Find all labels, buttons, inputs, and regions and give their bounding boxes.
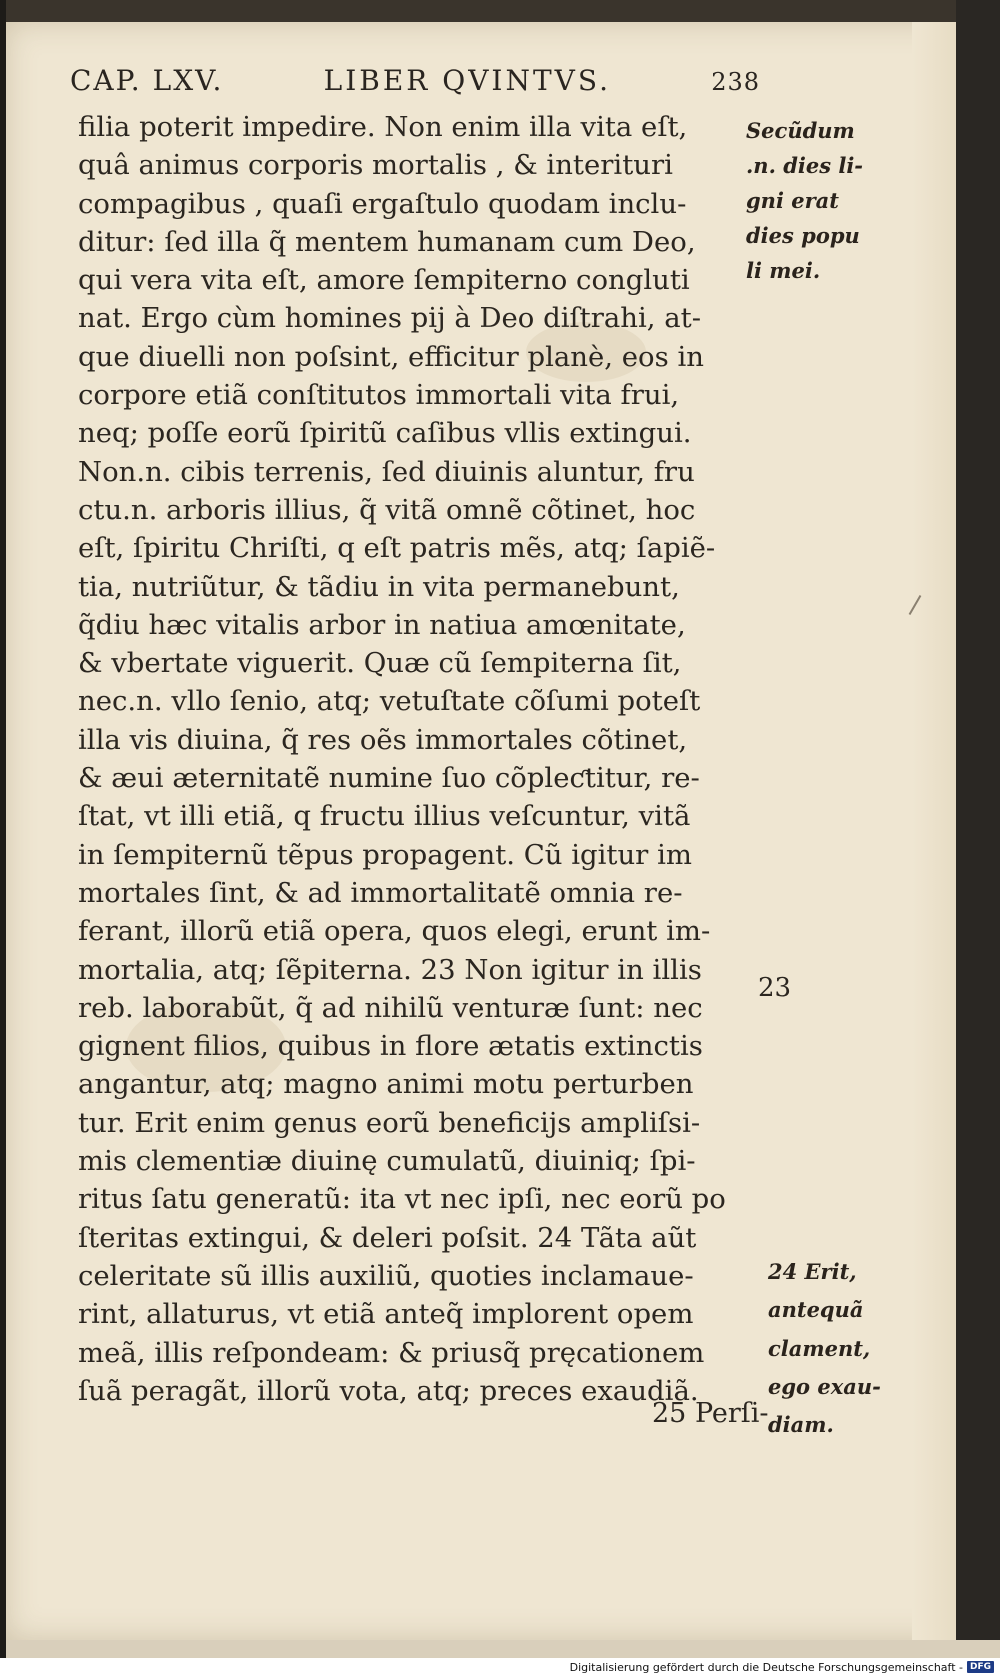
text-line: nec.n. vllo ſenio, atq; vetuſtate cõſumi poteſt [78, 685, 701, 718]
text-line: ſteritas extingui, & deleri poſsit. 24 Tãta aũt [78, 1221, 697, 1254]
footer-credit: Digitalisierung gefördert durch die Deutsche Forschungsgemeinschaft - [569, 1660, 963, 1674]
book-title: LIBER QVINTVS. [323, 64, 611, 97]
margin-line: clament, [768, 1335, 871, 1361]
text-line: filia poterit impedire. Non enim illa vita eſt, [78, 111, 688, 143]
text-line: & vbertate viguerit. Quæ cũ ſempiterna ſit, [78, 647, 682, 680]
text-line: angantur, atq; magno animi motu perturben [78, 1068, 694, 1101]
catchword: 25 Perſi- [652, 1398, 769, 1429]
digitization-footer [0, 1658, 1000, 1676]
text-line: gignent filios, quibus in flore ætatis extinctis [78, 1030, 703, 1063]
text-line: eſt, ſpiritu Chriſti, q eſt patris mẽs, atq; ſapiẽ- [78, 532, 716, 565]
text-line: illa vis diuina, q̃ res oẽs immortales cõtinet, [78, 723, 688, 756]
text-line: nat. Ergo cùm homines pij à Deo diſtrahi, at- [78, 302, 701, 335]
margin-line: dies popu [746, 223, 860, 248]
scan-background-right [956, 0, 1000, 1676]
page-number: 238 [711, 68, 760, 96]
text-line: ditur: ſed illa q̃ mentem humanam cum Deo, [78, 225, 696, 258]
text-line: qui vera vita eſt, amore ſempiterno congluti [78, 264, 690, 297]
text-line: mis clementiæ diuinę cumulatũ, diuiniq; ſpi- [78, 1145, 696, 1178]
margin-line: antequã [768, 1297, 864, 1323]
text-line: ferant, illorũ etiã opera, quos elegi, erunt im- [78, 915, 711, 948]
margin-line: Secũdum [746, 118, 855, 143]
marginal-note-lower [768, 1253, 881, 1444]
text-line: Non.n. cibis terrenis, ſed diuinis aluntur, fru [78, 455, 695, 488]
text-line: tur. Erit enim genus eorũ beneficijs ampliſsi- [78, 1106, 701, 1139]
text-line: reb. laborabũt, q̃ ad nihilũ venturæ ſunt: nec [78, 991, 703, 1024]
text-line: neq; poſſe eorũ ſpiritũ caſibus vllis extingui. [78, 417, 692, 450]
text-line: in ſempiternũ tẽpus propagent. Cũ igitur im [78, 838, 692, 871]
text-line: q̃diu hæc vitalis arbor in natiua amœnitate, [78, 608, 686, 641]
margin-line: ego exau- [768, 1373, 881, 1399]
margin-line: li mei. [746, 258, 821, 283]
verse-number-23: 23 [758, 973, 792, 1003]
chapter-heading: CAP. LXV. [70, 64, 224, 97]
text-line: ritus ſatu generatũ: ita vt nec ipſi, nec eorũ po [78, 1183, 726, 1216]
text-line: mortalia, atq; ſẽpiterna. 23 Non igitur in illis [78, 953, 702, 986]
main-text-block [78, 108, 758, 1410]
text-line: mortales ſint, & ad immortalitatẽ omnia re- [78, 876, 683, 909]
dfg-logo: DFG [967, 1661, 994, 1673]
text-line: & æui æternitatẽ numine ſuo cõpleƈtitur, re- [78, 762, 700, 795]
margin-line: 24 Erit, [768, 1259, 857, 1284]
text-line: ſtat, vt illi etiã, q fructu illius veſcuntur, vitã [78, 800, 691, 833]
text-line: ſuã peragãt, illorũ vota, atq; preces exaudiã. [78, 1374, 699, 1407]
text-line: corpore etiã conſtitutos immortali vita frui, [78, 379, 680, 412]
page-bottom-edge [6, 1640, 1000, 1658]
page-edge-shading [912, 22, 956, 1640]
text-line: ctu.n. arboris illius, q̃ vitã omnẽ cõtinet, hoc [78, 493, 696, 526]
text-line: rint, allaturus, vt etiã anteq̃ implorent opem [78, 1298, 694, 1331]
text-line: meã, illis reſpondeam: & priusq̃ pręcationem [78, 1336, 705, 1369]
marginal-note-upper [746, 113, 863, 288]
margin-line: .n. dies li- [746, 153, 864, 178]
running-header [70, 64, 760, 104]
text-line: compagibus , quaſi ergaſtulo quodam inclu- [78, 187, 687, 220]
text-line: tia, nutriũtur, & tãdiu in vita permanebunt, [78, 570, 680, 603]
margin-line: gni erat [746, 188, 839, 213]
text-line: celeritate sũ illis auxiliũ, quoties inclamaue- [78, 1259, 694, 1292]
text-line: que diuelli non poſsint, efficitur planè, eos in [78, 340, 704, 373]
text-line: quâ animus corporis mortalis , & interituri [78, 149, 673, 182]
margin-line: diam. [768, 1412, 834, 1438]
